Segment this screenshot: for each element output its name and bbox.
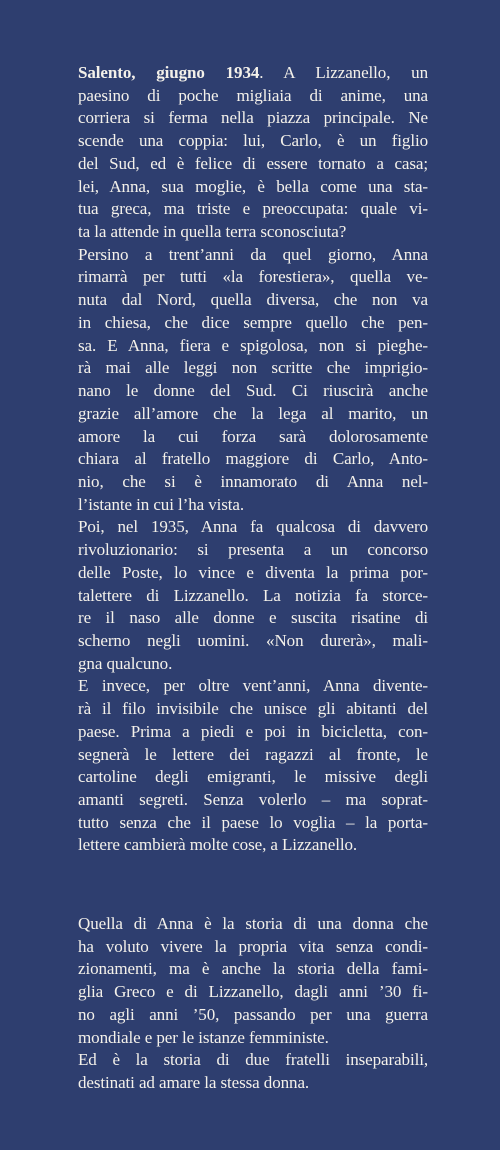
line-text: rimarrà per tutti «la forestiera», quella ve-: [78, 267, 428, 287]
line-text: E invece, per oltre vent’anni, Anna divente-: [78, 676, 428, 696]
line-text: . A Lizzanello, un: [259, 63, 429, 82]
text-line: [78, 766, 428, 789]
line-text: grazie all’amore che la lega al marito, un: [78, 403, 428, 423]
text-line: [78, 585, 428, 608]
line-text: rivoluzionario: si presenta a un concorso: [78, 540, 428, 560]
line-text: sa. E Anna, fiera e spigolosa, non si pieghe-: [78, 335, 428, 355]
line-text: l’istante in cui l’ha vista.: [78, 494, 245, 514]
text-line: [78, 721, 428, 744]
line-text: tutto senza che il paese lo voglia – la porta-: [78, 812, 428, 832]
line-text: in chiesa, che dice sempre quello che pen-: [78, 312, 428, 332]
text-line: [78, 958, 428, 981]
lead-heading: Salento, giugno 1934: [78, 63, 260, 82]
line-text: no agli anni ’50, passando per una guerra: [78, 1004, 428, 1024]
text-line: [78, 198, 428, 221]
text-line: [78, 630, 428, 653]
text-line: [78, 1004, 428, 1027]
line-text: chiara al fratello maggiore di Carlo, Anto-: [78, 449, 428, 469]
text-line: [78, 516, 428, 539]
text-line: [78, 289, 428, 312]
line-text: Poi, nel 1935, Anna fa qualcosa di davvero: [78, 517, 428, 537]
text-line: [78, 85, 428, 108]
text-line: [78, 266, 428, 289]
text-line: [78, 221, 428, 244]
line-text: re il naso alle donne e suscita risatine di: [78, 608, 428, 628]
text-line: [78, 936, 428, 959]
line-text: Ed è la storia di due fratelli inseparabili,: [78, 1050, 428, 1070]
line-text: ha voluto vivere la propria vita senza condi-: [78, 936, 428, 956]
text-line: [78, 176, 428, 199]
line-text: lettere cambierà molte cose, a Lizzanello.: [78, 835, 358, 855]
line-text: amanti segreti. Senza volerlo – ma soprat-: [78, 790, 428, 809]
text-line: [78, 607, 428, 630]
line-text: talettere di Lizzanello. La notizia fa storce-: [78, 585, 428, 605]
text-line: [78, 62, 428, 85]
line-text: lei, Anna, sua moglie, è bella come una sta-: [78, 176, 428, 196]
line-text: nuta dal Nord, quella diversa, che non va: [78, 290, 428, 310]
line-text: corriera si ferma nella piazza principale. Ne: [78, 108, 428, 128]
line-text: amore la cui forza sarà dolorosamente: [78, 426, 428, 446]
text-line: [78, 448, 428, 471]
line-text: tua greca, ma triste e preoccupata: quale vi-: [78, 199, 428, 219]
text-line: [78, 539, 428, 562]
text-line: [78, 494, 428, 517]
text-line: [78, 812, 428, 835]
text-line: [78, 981, 428, 1004]
line-text: mondiale e per le istanze femministe.: [78, 1027, 329, 1047]
text-line: [78, 653, 428, 676]
line-text: glia Greco e di Lizzanello, dagli anni ’30 fi-: [78, 982, 428, 1002]
line-text: Quella di Anna è la storia di una donna che: [78, 914, 428, 933]
text-line: [78, 913, 428, 936]
line-text: zionamenti, ma è anche la storia della fami-: [78, 959, 428, 979]
text-line: [78, 1027, 428, 1050]
line-text: scherno negli uomini. «Non durerà», mali-: [78, 630, 428, 650]
text-line: [78, 675, 428, 698]
text-line: [78, 403, 428, 426]
text-line: [78, 1049, 428, 1072]
text-line: [78, 1072, 428, 1095]
line-text: del Sud, ed è felice di essere tornato a casa;: [78, 153, 428, 173]
line-text: rà il filo invisibile che unisce gli abitanti del: [78, 699, 428, 719]
line-text: scende una coppia: lui, Carlo, è un figlio: [78, 131, 428, 151]
text-line: [78, 335, 428, 358]
line-text: rà mai alle leggi non scritte che imprigio-: [78, 358, 428, 378]
line-text: nano le donne del Sud. Ci riuscirà anche: [78, 381, 428, 401]
line-text: delle Poste, lo vince e diventa la prima por-: [78, 562, 428, 582]
line-text: destinati ad amare la stessa donna.: [78, 1073, 310, 1093]
text-line: [78, 107, 428, 130]
synopsis-block: [78, 62, 428, 857]
text-line: [78, 357, 428, 380]
line-text: gna qualcuno.: [78, 653, 173, 673]
line-text: paese. Prima a piedi e poi in bicicletta, con-: [78, 721, 428, 741]
text-line: [78, 789, 428, 812]
line-text: Persino a trent’anni da quel giorno, Anna: [78, 244, 428, 264]
line-text: segnerà le lettere dei ragazzi al fronte, le: [78, 744, 428, 764]
line-text: ta la attende in quella terra sconosciuta?: [78, 222, 347, 242]
text-line: [78, 562, 428, 585]
text-line: [78, 380, 428, 403]
text-line: [78, 426, 428, 449]
text-line: [78, 698, 428, 721]
summary-block: [78, 913, 428, 1095]
text-line: [78, 130, 428, 153]
text-line: [78, 244, 428, 267]
text-line: [78, 744, 428, 767]
line-text: nio, che si è innamorato di Anna nel-: [78, 471, 428, 491]
text-line: [78, 471, 428, 494]
line-text: paesino di poche migliaia di anime, una: [78, 85, 428, 105]
text-line: [78, 312, 428, 335]
line-text: cartoline degli emigranti, le missive degli: [78, 767, 428, 787]
text-line: [78, 153, 428, 176]
text-line: [78, 834, 428, 857]
